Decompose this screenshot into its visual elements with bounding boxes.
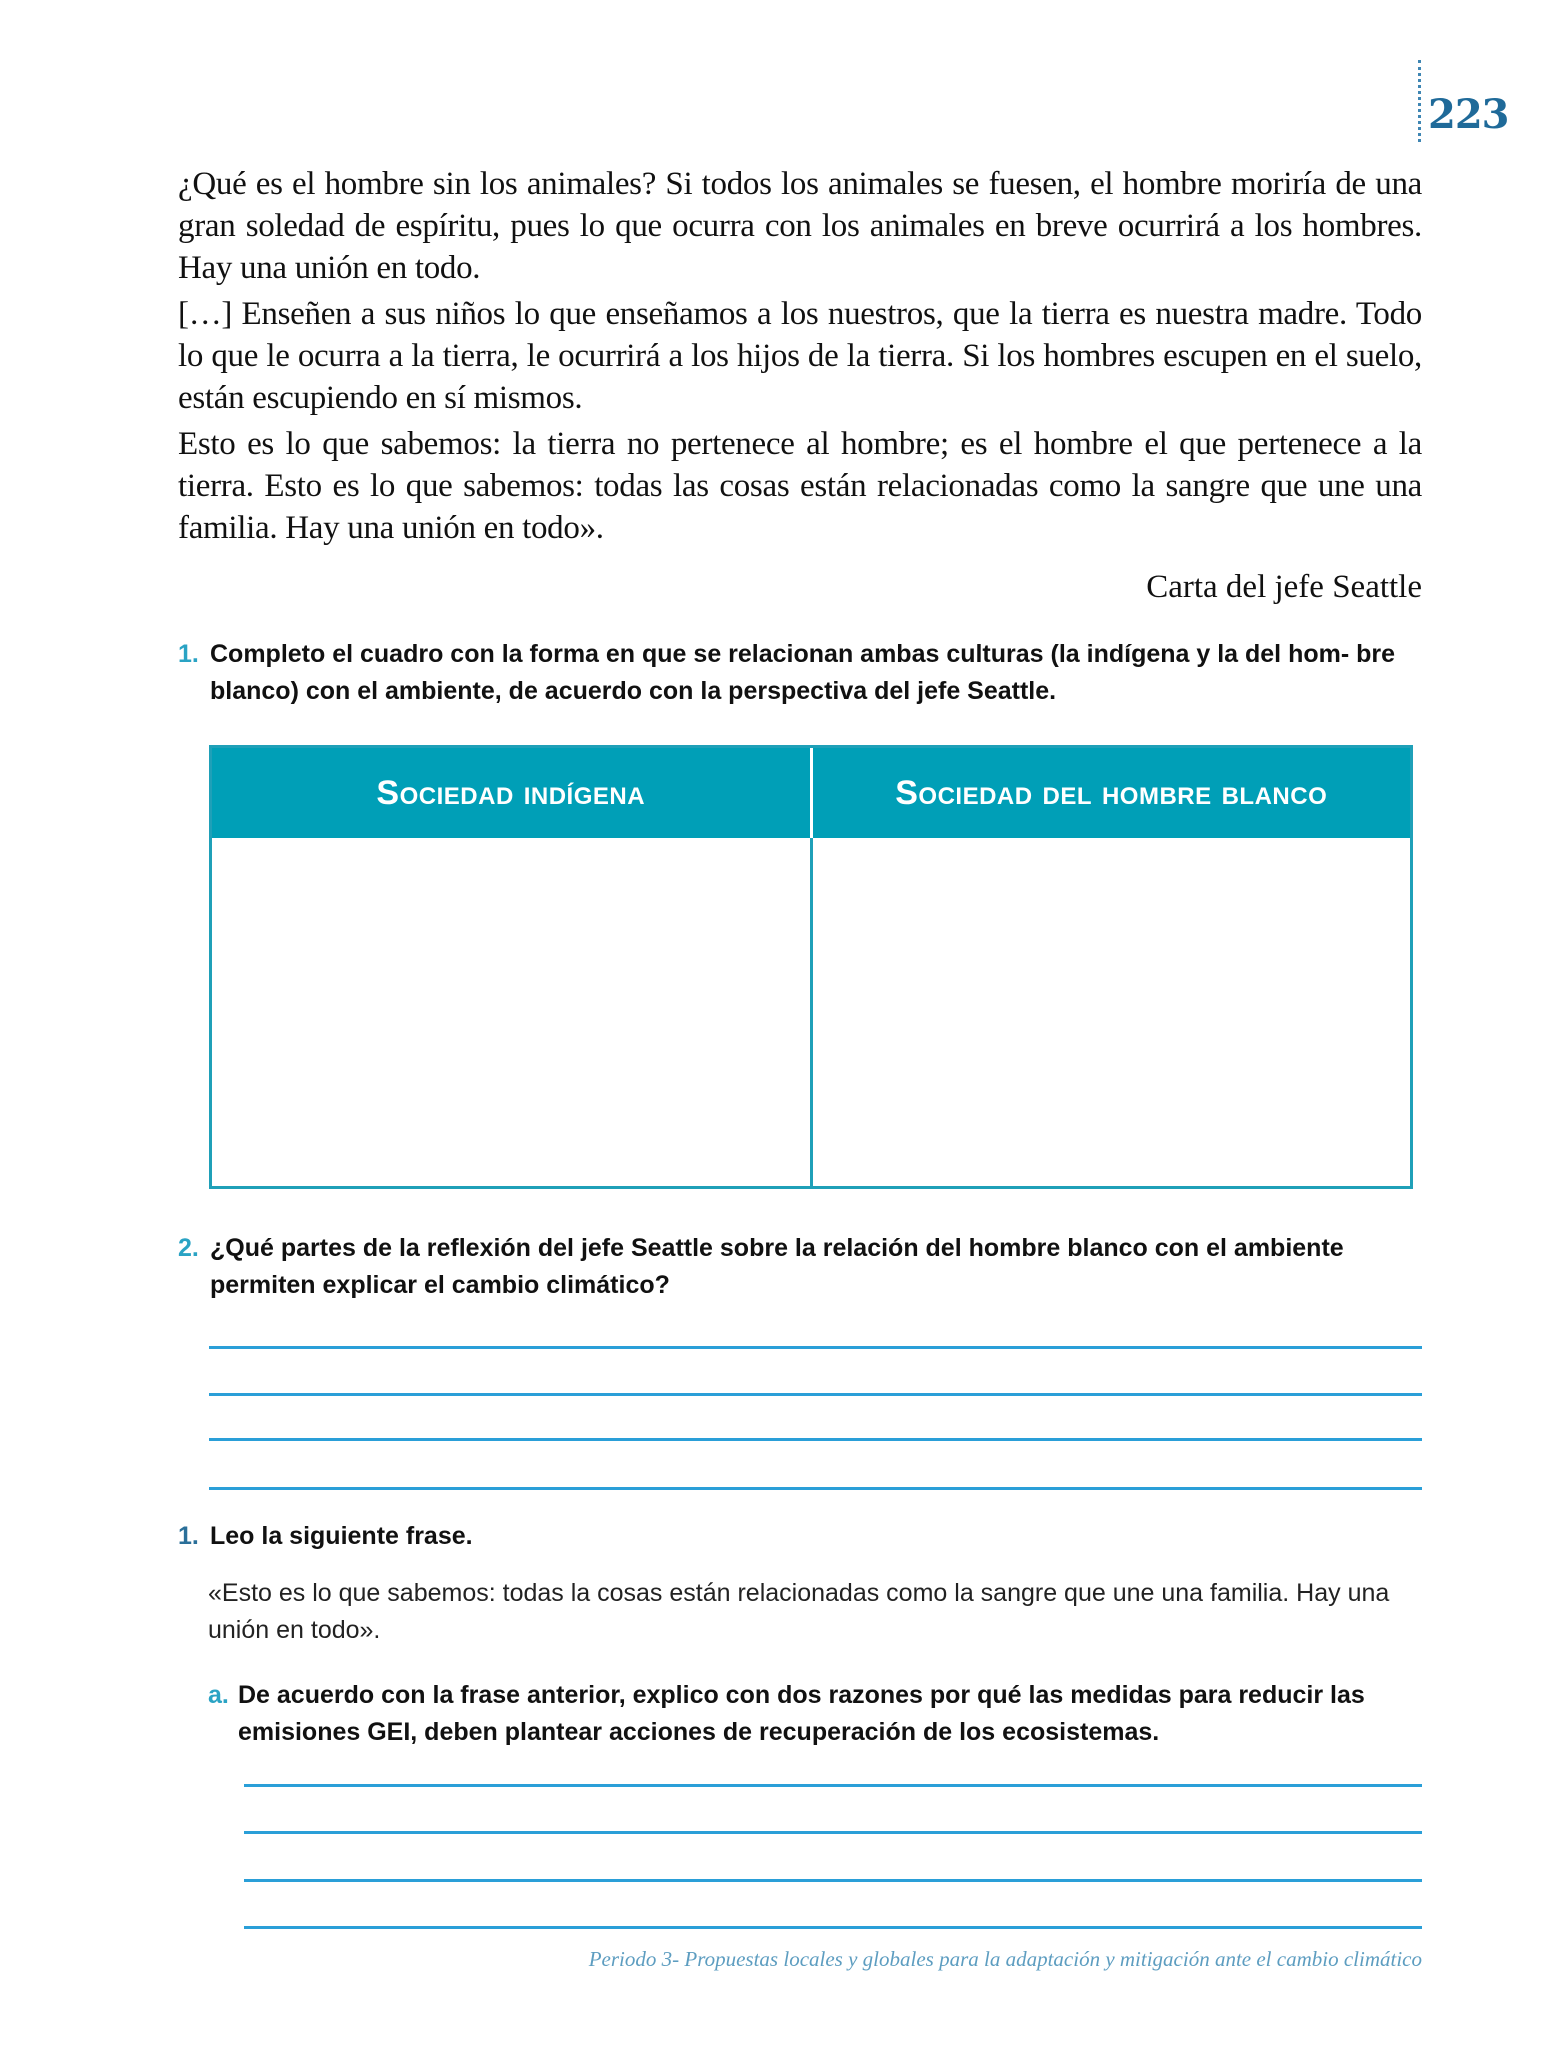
quoted-phrase: «Esto es lo que sabemos: todas la cosas están relacionadas como la sangre que une una familia. Hay una unión en todo».	[208, 1579, 1390, 1644]
page-number-divider	[1418, 60, 1421, 142]
reading-paragraph: […] Enseñen a sus niños lo que enseñamos a los nuestros, que la tierra es nuestra madre. Todo lo que le ocurra a la tierra, le ocurrirá a los hijos de la tierra. Si los hombres escupen en el suelo, están escupiendo en sí mismos.	[178, 296, 1422, 416]
question-text: Completo el cuadro con la forma en que se relacionan ambas culturas (la indígena y la del hom- bre blanco) con el ambiente, de acuerdo con la perspectiva del jefe Seattle.	[210, 640, 1396, 705]
answer-line[interactable]	[209, 1346, 1422, 1349]
sub-question-text: De acuerdo con la frase anterior, explico con dos razones por qué las medidas para reducir las emisiones GEI, deben plantear acciones de recuperación de los ecosistemas.	[238, 1681, 1365, 1746]
question-text: Leo la siguiente frase.	[210, 1522, 473, 1550]
question-number: 1.	[178, 640, 199, 668]
answer-line[interactable]	[244, 1784, 1422, 1787]
column-header-white-man-society: Sociedad del hombre blanco	[895, 773, 1328, 812]
comparison-table	[209, 745, 1413, 1189]
answer-line[interactable]	[244, 1831, 1422, 1834]
question-1	[178, 636, 1424, 710]
answer-cell-white-man-society[interactable]	[813, 838, 1411, 1186]
question-number: 2.	[178, 1234, 199, 1262]
answer-line[interactable]	[209, 1487, 1422, 1490]
question-number: 1.	[178, 1522, 199, 1550]
answer-line[interactable]	[244, 1879, 1422, 1882]
answer-line[interactable]	[244, 1926, 1422, 1929]
table-header	[212, 748, 1410, 838]
quote-attribution: Carta del jefe Seattle	[1146, 569, 1422, 605]
answer-line[interactable]	[209, 1438, 1422, 1441]
table-body	[212, 838, 1410, 1186]
reading-paragraph: Esto es lo que sabemos: la tierra no pertenece al hombre; es el hombre el que pertenece a la tierra. Esto es lo que sabemos: todas las cosas están relacionadas como la sangre que une una familia. Hay una unión en todo».	[178, 426, 1422, 546]
answer-cell-indigenous-society[interactable]	[212, 838, 813, 1186]
reading-paragraph: ¿Qué es el hombre sin los animales? Si todos los animales se fuesen, el hombre moriría de una gran soledad de espíritu, pues lo que ocurra con los animales en breve ocurrirá a los hombres. Hay una unión en todo.	[178, 166, 1422, 286]
answer-line[interactable]	[209, 1393, 1422, 1396]
page-footer: Periodo 3- Propuestas locales y globales para la adaptación y mitigación ante el cambio climático	[588, 1947, 1422, 1971]
question-2	[178, 1230, 1424, 1304]
reading-passage	[178, 163, 1422, 549]
column-header-indigenous-society: Sociedad indígena	[212, 748, 813, 838]
question-text: ¿Qué partes de la reflexión del jefe Seattle sobre la relación del hombre blanco con el ambiente permiten explicar el cambio climático?	[210, 1234, 1344, 1299]
sub-question-a	[208, 1677, 1424, 1751]
page-number: 223	[1428, 91, 1509, 138]
sub-question-label: a.	[208, 1681, 229, 1709]
question-3	[178, 1518, 1424, 1555]
